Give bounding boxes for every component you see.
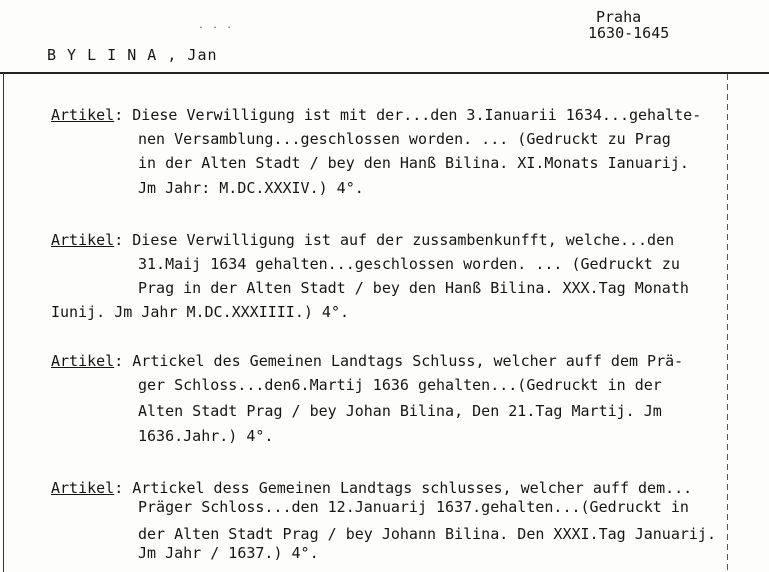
entry-label: Artikel	[51, 352, 115, 370]
left-margin-rule	[3, 73, 4, 572]
entry-line: Alten Stadt Prag / bey Johan Bilina, Den 21.Tag Martij. Jm	[138, 402, 662, 420]
entry-label: Artikel	[51, 106, 115, 124]
entry-first-line: Artikel: Artickel des Gemeinen Landtags Schluss, welcher auff dem Prä-	[51, 352, 684, 370]
entry-line: ger Schloss...den6.Martij 1636 gehalten...(Gedruckt in der	[138, 376, 662, 394]
entry-line: der Alten Stadt Prag / bey Johann Bilina. Den XXXI.Tag Januarij.	[138, 525, 716, 543]
years-heading: 1630-1645	[588, 24, 670, 42]
entry-line: 1636.Jahr.) 4°.	[138, 427, 274, 445]
entry-first-line: Artikel: Artickel dess Gemeinen Landtags schlusses, welcher auff dem...	[51, 479, 693, 497]
entry-line: in der Alten Stadt / bey den Hanß Bilina. XI.Monats Ianuarij.	[138, 154, 689, 172]
entry-line: Iunij. Jm Jahr M.DC.XXXIIII.) 4°.	[51, 303, 350, 321]
entry-label: Artikel	[51, 231, 115, 249]
header-divider	[0, 72, 769, 74]
entry-label: Artikel	[51, 479, 115, 497]
entry-line: 31.Maij 1634 gehalten...geschlossen worden. ... (Gedruckt zu	[138, 255, 680, 273]
entry-first-line: Artikel: Diese Verwilligung ist mit der...den 3.Ianuarii 1634...gehalte-	[51, 106, 702, 124]
entry-line: Präger Schloss...den 12.Januarij 1637.gehalten...(Gedruckt in	[138, 498, 689, 516]
entry-line: Jm Jahr / 1637.) 4°.	[138, 544, 319, 562]
place-heading: Praha	[596, 8, 642, 26]
entry-line: Jm Jahr: M.DC.XXXIV.) 4°.	[138, 179, 364, 197]
author-name: B Y L I N A , Jan	[47, 46, 218, 64]
scratch-marks: . . .	[198, 20, 234, 31]
entry-line: nen Versamblung...geschlossen worden. ... (Gedruckt zu Prag	[138, 130, 671, 148]
entry-line: Prag in der Alten Stadt / bey den Hanß Bilina. XXX.Tag Monath	[138, 279, 689, 297]
entry-first-line: Artikel: Diese Verwilligung ist auf der zussambenkunfft, welche...den	[51, 231, 675, 249]
right-margin-rule	[727, 74, 728, 572]
